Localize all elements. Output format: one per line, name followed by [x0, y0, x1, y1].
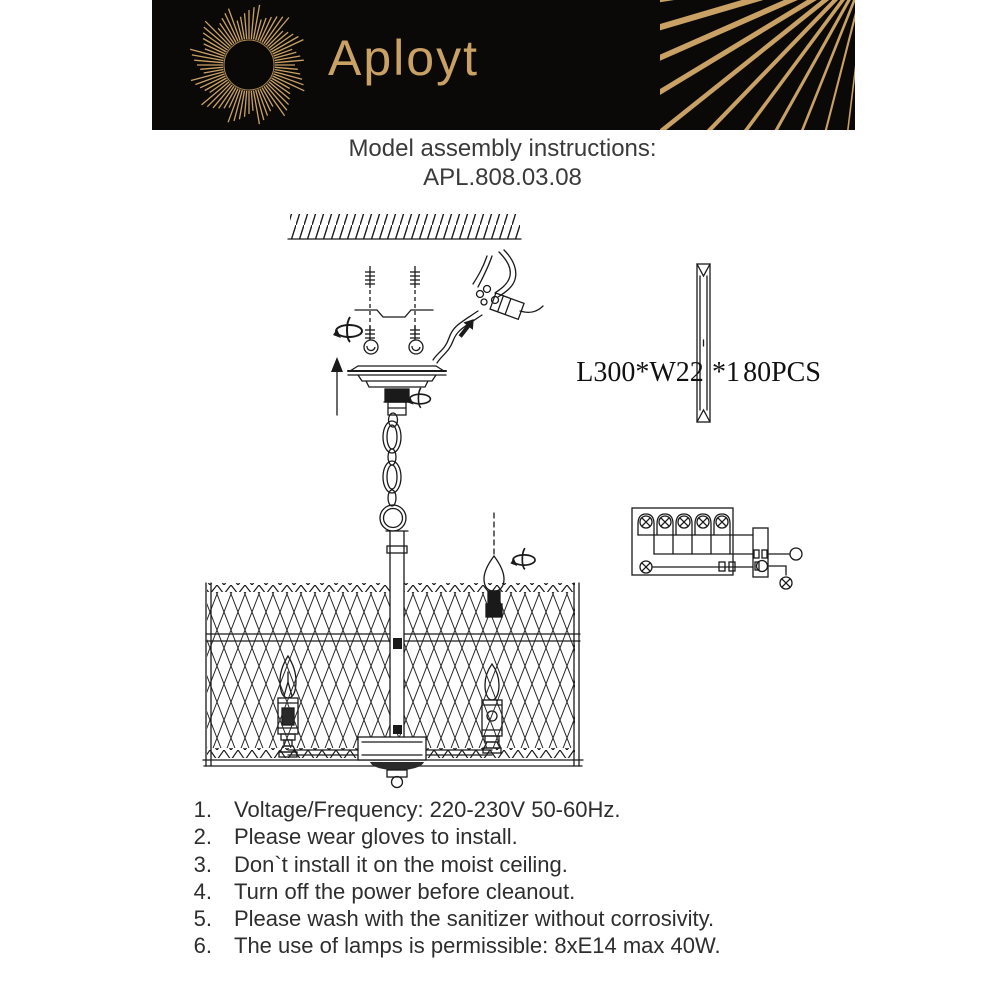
mounting-bracket: [355, 310, 433, 317]
hanging-chain: [380, 413, 406, 531]
instruction-item: [150, 878, 855, 905]
crystal-count-label: 80PCS: [743, 357, 821, 388]
assembly-diagram: [150, 205, 855, 797]
item-number: 6.: [193, 933, 212, 959]
bottom-finial: [358, 737, 426, 788]
item-text: Voltage/Frequency: 220-230V 50-60Hz.: [234, 797, 621, 822]
item-text: Please wear gloves to install.: [234, 824, 518, 850]
crystal-rod: [697, 264, 710, 422]
instructions-list: [150, 796, 855, 960]
item-text: The use of lamps is permissible: 8xE14 max 40W.: [234, 933, 721, 959]
corner-rays-icon: [660, 0, 855, 130]
page-title: Model assembly instructions:: [348, 135, 657, 162]
rotate-arrow-icon: [510, 548, 535, 569]
item-number: 2.: [193, 824, 212, 850]
crystal-dimensions-label: L300*W22: [576, 357, 704, 388]
instruction-item: [150, 823, 855, 850]
instruction-item: [150, 796, 855, 823]
item-number: 3.: [193, 851, 212, 877]
item-text: Turn off the power before cleanout.: [234, 878, 576, 904]
rotate-arrow-icon: [407, 388, 430, 408]
rotate-arrow-icon: [333, 317, 362, 342]
model-number: APL.808.03.08: [423, 164, 582, 191]
up-arrow-icon: [331, 357, 343, 415]
instruction-item: [150, 932, 855, 959]
sunburst-logo-icon: [185, 1, 313, 129]
crystal-quantity-label: *1: [712, 357, 740, 388]
instruction-item: [150, 851, 855, 878]
item-text: Please wash with the sanitizer without corrosivity.: [234, 906, 715, 932]
wiring-diagram: [632, 508, 802, 589]
wire-connector: [433, 250, 543, 363]
instruction-item: [150, 905, 855, 932]
ceiling-canopy: [348, 366, 446, 415]
item-number: 1.: [193, 797, 212, 822]
lamp-symbols: [638, 514, 730, 554]
item-number: 4.: [193, 878, 212, 904]
item-text: Don`t install it on the moist ceiling.: [234, 851, 568, 877]
ceiling-hatch: [288, 214, 521, 239]
brand-name: Aployt: [328, 30, 479, 86]
item-number: 5.: [193, 906, 212, 932]
brand-header: [152, 0, 855, 130]
